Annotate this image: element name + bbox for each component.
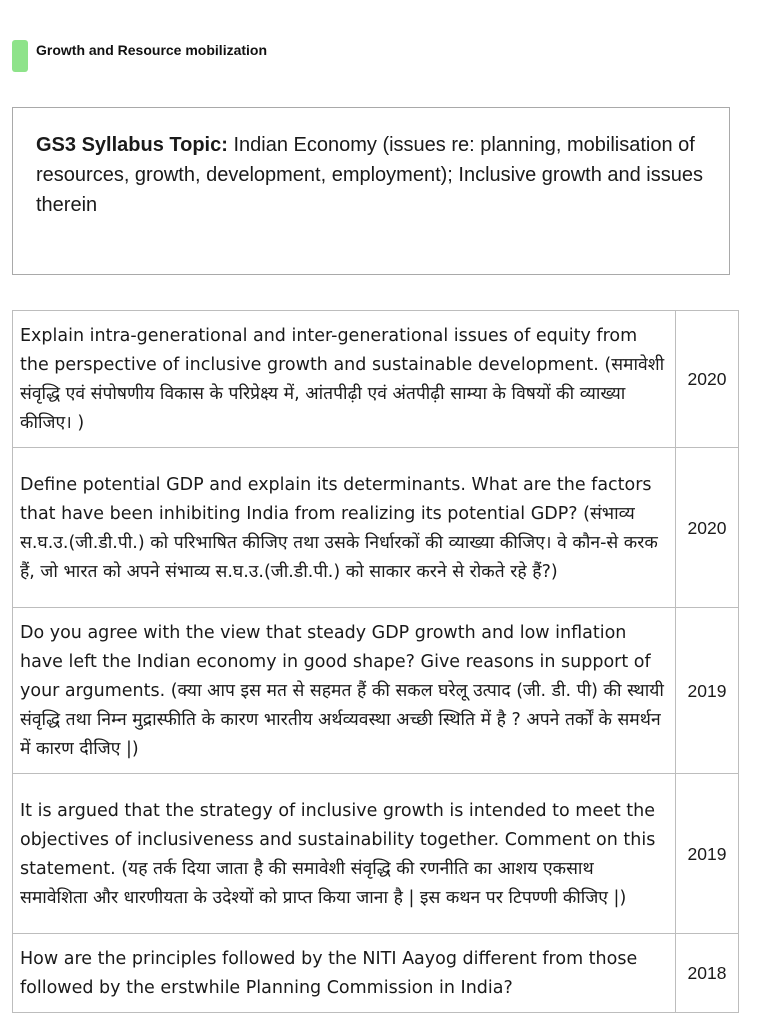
- question-text: Do you agree with the view that steady GDP growth and low inflation have left the Indian economy in good shape? Give reasons in support of your arguments. (क्या आप इस मत से सहमत हैं की सकल घरेलू उत्पाद (जी. डी. पी) की स्थायी संवृद्धि तथा निम्न मुद्रास्फीति के कारण भारतीय अर्थव्यवस्था अच्छी स्थिति में है ? अपने तर्कों के समर्थन में कारण दीजिए |): [20, 623, 664, 759]
- table-row: [13, 774, 739, 934]
- table-row: [13, 608, 739, 774]
- table-row: [13, 448, 739, 608]
- question-cell: [13, 311, 676, 448]
- question-text: It is argued that the strategy of inclusive growth is intended to meet the objectives of inclusiveness and sustainability together. Comment on this statement. (यह तर्क दिया जाता है की समावेशी संवृद्धि की रणनीति का आशय एकसाथ समावेशिता और धारणीयता के उदेश्यों को प्राप्त किया जाना है | इस कथन पर टिपण्णी कीजिए |): [20, 800, 656, 908]
- year-cell: 2020: [676, 448, 739, 608]
- section-title: Growth and Resource mobilization: [36, 42, 268, 58]
- year-cell: 2019: [676, 608, 739, 774]
- syllabus-text: Indian Economy (issues re: planning, mobilisation of resources, growth, development, employment); Inclusive growth and issues therein: [36, 134, 703, 216]
- question-cell: [13, 934, 676, 1013]
- question-cell: [13, 774, 676, 934]
- year-cell: 2020: [676, 311, 739, 448]
- question-cell: [13, 448, 676, 608]
- table-row: [13, 934, 739, 1013]
- section-marker: [12, 40, 28, 72]
- questions-table: [12, 310, 739, 1013]
- year-cell: 2019: [676, 774, 739, 934]
- syllabus-label: GS3 Syllabus Topic:: [36, 134, 228, 156]
- question-text: Explain intra-generational and inter-generational issues of equity from the perspective of inclusive growth and sustainable development. (समावेशी संवृद्धि एवं संपोषणीय विकास के परिप्रेक्ष्य में, आंतपीढ़ी एवं अंतपीढ़ी साम्या के विषयों की व्याख्या कीजिए। ): [20, 326, 665, 433]
- question-text: How are the principles followed by the NITI Aayog different from those followed by the erstwhile Planning Commission in India?: [20, 949, 638, 998]
- table-row: [13, 311, 739, 448]
- year-cell: 2018: [676, 934, 739, 1013]
- syllabus-topic-box: [12, 107, 730, 275]
- question-cell: [13, 608, 676, 774]
- section-header: [12, 40, 267, 72]
- question-text: Define potential GDP and explain its determinants. What are the factors that have been inhibiting India from realizing its potential GDP? (संभाव्य स.घ.उ.(जी.डी.पी.) को परिभाषित कीजिए तथा उसके निर्धारकों की व्याख्या कीजिए। वे कौन-से करक हैं, जो भारत को अपने संभाव्य स.घ.उ.(जी.डी.पी.) को साकार करने से रोकते रहे हैं?): [20, 474, 658, 582]
